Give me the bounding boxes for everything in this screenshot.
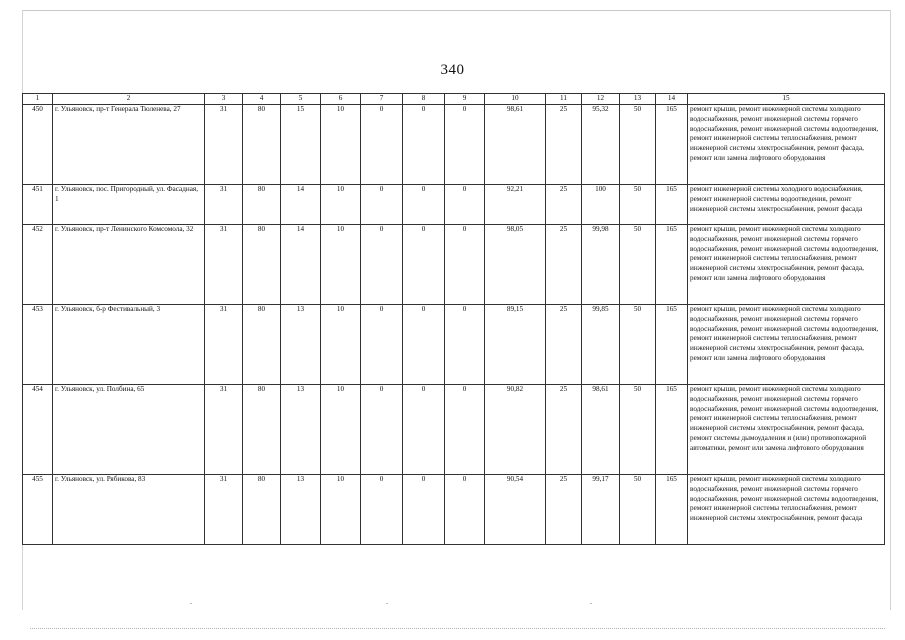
table-cell: 165	[656, 225, 688, 305]
scan-speck	[190, 603, 192, 604]
column-header: 5	[281, 94, 321, 105]
column-header: 4	[243, 94, 281, 105]
address-cell: г. Ульяновск, ул. Рябикова, 83	[53, 475, 205, 545]
table-cell: 25	[546, 305, 582, 385]
table-row	[23, 225, 885, 305]
repair-works-cell: ремонт инженерной системы холодного водоснабжения, ремонт инженерной системы водоотведения, ремонт инженерной системы электроснабжения, ремонт фасада	[688, 185, 885, 225]
column-header: 12	[582, 94, 620, 105]
table-cell: 50	[620, 105, 656, 185]
table-cell: 0	[361, 185, 403, 225]
table-cell: 0	[403, 185, 445, 225]
table-cell: 165	[656, 385, 688, 475]
table-cell: 89,15	[485, 305, 546, 385]
table-cell: 13	[281, 305, 321, 385]
column-header: 1	[23, 94, 53, 105]
table-cell: 10	[321, 225, 361, 305]
row-number: 454	[23, 385, 53, 475]
table-cell: 0	[403, 305, 445, 385]
table-cell: 10	[321, 305, 361, 385]
row-number: 450	[23, 105, 53, 185]
table-cell: 0	[445, 185, 485, 225]
table-cell: 0	[445, 225, 485, 305]
table-row	[23, 105, 885, 185]
row-number: 453	[23, 305, 53, 385]
table-cell: 165	[656, 305, 688, 385]
table-cell: 98,05	[485, 225, 546, 305]
table-cell: 14	[281, 185, 321, 225]
column-header: 10	[485, 94, 546, 105]
repair-works-cell: ремонт крыши, ремонт инженерной системы холодного водоснабжения, ремонт инженерной системы горячего водоснабжения, ремонт инженерной системы водоотведения, ремонт инженерной системы теплоснабжения, ремонт инженерной системы электроснабжения, ремонт фасада, ремонт или замена лифтового оборудования	[688, 305, 885, 385]
table-cell: 25	[546, 225, 582, 305]
table-cell: 80	[243, 475, 281, 545]
table-cell: 90,54	[485, 475, 546, 545]
table-cell: 50	[620, 475, 656, 545]
table-cell: 25	[546, 185, 582, 225]
table-cell: 31	[205, 305, 243, 385]
column-header: 2	[53, 94, 205, 105]
repair-works-cell: ремонт крыши, ремонт инженерной системы холодного водоснабжения, ремонт инженерной системы горячего водоснабжения, ремонт инженерной системы водоотведения, ремонт инженерной системы теплоснабжения, ремонт инженерной системы электроснабжения, ремонт фасада, ремонт или замена лифтового оборудования	[688, 105, 885, 185]
table-cell: 50	[620, 185, 656, 225]
table-cell: 25	[546, 105, 582, 185]
column-header: 7	[361, 94, 403, 105]
table-cell: 10	[321, 105, 361, 185]
row-number: 451	[23, 185, 53, 225]
table-cell: 15	[281, 105, 321, 185]
repair-works-cell: ремонт крыши, ремонт инженерной системы холодного водоснабжения, ремонт инженерной системы горячего водоснабжения, ремонт инженерной системы водоотведения, ремонт инженерной системы теплоснабжения, ремонт инженерной системы электроснабжения, ремонт фасада	[688, 475, 885, 545]
table-cell: 10	[321, 475, 361, 545]
scan-border-top	[22, 10, 891, 11]
table-cell: 90,82	[485, 385, 546, 475]
table-cell: 80	[243, 105, 281, 185]
column-header: 6	[321, 94, 361, 105]
table-cell: 31	[205, 475, 243, 545]
table-cell: 50	[620, 225, 656, 305]
column-header: 3	[205, 94, 243, 105]
table-cell: 50	[620, 385, 656, 475]
table-cell: 0	[361, 385, 403, 475]
table-cell: 25	[546, 385, 582, 475]
column-header: 13	[620, 94, 656, 105]
table-cell: 50	[620, 305, 656, 385]
table-cell: 0	[445, 475, 485, 545]
table-cell: 99,85	[582, 305, 620, 385]
table-cell: 99,17	[582, 475, 620, 545]
row-number: 455	[23, 475, 53, 545]
address-cell: г. Ульяновск, ул. Полбина, 65	[53, 385, 205, 475]
table-cell: 95,32	[582, 105, 620, 185]
page-number: 340	[440, 62, 465, 78]
column-header: 14	[656, 94, 688, 105]
table-cell: 25	[546, 475, 582, 545]
column-header: 15	[688, 94, 885, 105]
table-cell: 10	[321, 385, 361, 475]
table-cell: 0	[361, 225, 403, 305]
address-cell: г. Ульяновск, пос. Пригородный, ул. Фасадная, 1	[53, 185, 205, 225]
table-cell: 31	[205, 385, 243, 475]
table-cell: 31	[205, 225, 243, 305]
table-row	[23, 385, 885, 475]
table-cell: 0	[361, 475, 403, 545]
table-cell: 80	[243, 185, 281, 225]
scan-speck	[386, 603, 388, 604]
address-cell: г. Ульяновск, пр-т Генерала Тюленева, 27	[53, 105, 205, 185]
table-row	[23, 475, 885, 545]
address-cell: г. Ульяновск, пр-т Ленинского Комсомола, 32	[53, 225, 205, 305]
table-cell: 92,21	[485, 185, 546, 225]
table-cell: 31	[205, 105, 243, 185]
table-cell: 0	[403, 105, 445, 185]
table-cell: 0	[361, 305, 403, 385]
table-cell: 13	[281, 385, 321, 475]
table-cell: 0	[403, 225, 445, 305]
column-number-row	[23, 94, 885, 105]
table-cell: 0	[361, 105, 403, 185]
table-cell: 13	[281, 475, 321, 545]
repair-works-cell: ремонт крыши, ремонт инженерной системы холодного водоснабжения, ремонт инженерной системы горячего водоснабжения, ремонт инженерной системы водоотведения, ремонт инженерной системы теплоснабжения, ремонт инженерной системы электроснабжения, ремонт фасада, ремонт или замена лифтового оборудования	[688, 225, 885, 305]
scan-artifact-line	[30, 628, 885, 633]
table-cell: 98,61	[485, 105, 546, 185]
table-row	[23, 305, 885, 385]
table-cell: 0	[445, 385, 485, 475]
scan-speck	[590, 603, 592, 604]
row-number: 452	[23, 225, 53, 305]
table-cell: 99,98	[582, 225, 620, 305]
table-cell: 80	[243, 305, 281, 385]
table-cell: 0	[445, 305, 485, 385]
table-cell: 31	[205, 185, 243, 225]
table-cell: 80	[243, 385, 281, 475]
table-cell: 165	[656, 475, 688, 545]
table-cell: 80	[243, 225, 281, 305]
table-row	[23, 185, 885, 225]
repair-register-table	[22, 93, 885, 545]
column-header: 8	[403, 94, 445, 105]
table-cell: 100	[582, 185, 620, 225]
table-cell: 0	[403, 475, 445, 545]
column-header: 9	[445, 94, 485, 105]
table-cell: 0	[403, 385, 445, 475]
table-cell: 0	[445, 105, 485, 185]
table-cell: 10	[321, 185, 361, 225]
address-cell: г. Ульяновск, б-р Фестивальный, 3	[53, 305, 205, 385]
scan-border-right	[890, 10, 891, 610]
column-header: 11	[546, 94, 582, 105]
table-cell: 165	[656, 185, 688, 225]
table-cell: 14	[281, 225, 321, 305]
table-cell: 98,61	[582, 385, 620, 475]
repair-works-cell: ремонт крыши, ремонт инженерной системы холодного водоснабжения, ремонт инженерной системы горячего водоснабжения, ремонт инженерной системы водоотведения, ремонт инженерной системы теплоснабжения, ремонт инженерной системы электроснабжения, ремонт фасада, ремонт системы дымоудаления и (или) противопожарной автоматики, ремонт или замена лифтового оборудования	[688, 385, 885, 475]
table-cell: 165	[656, 105, 688, 185]
